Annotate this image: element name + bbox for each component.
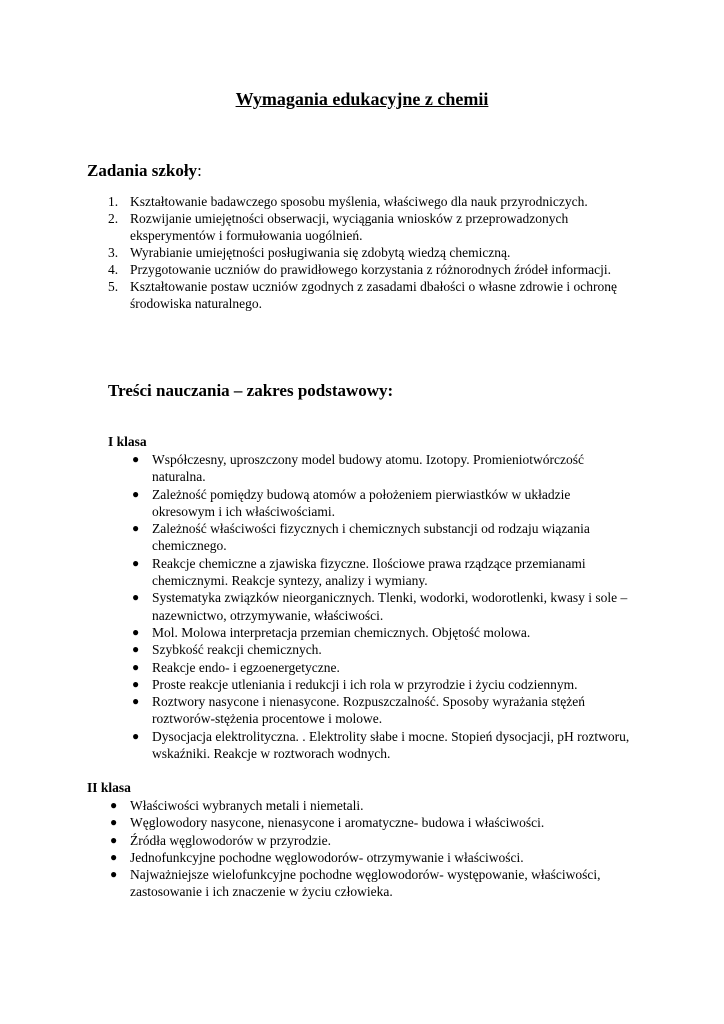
task-text: Wyrabianie umiejętności posługiwania się zdobytą wiedzą chemiczną. (130, 245, 511, 260)
task-item (108, 278, 648, 312)
task-item (108, 244, 648, 261)
list-item (132, 451, 632, 486)
class2-topics-list (110, 797, 610, 901)
bullet-icon: ● (132, 624, 140, 639)
tasks-heading-colon: : (197, 161, 202, 180)
topic-text: Mol. Molowa interpretacja przemian chemicznych. Objętość molowa. (152, 624, 531, 640)
tasks-list (108, 193, 648, 312)
list-item (132, 589, 632, 624)
bullet-icon: ● (132, 676, 140, 691)
task-text: Kształtowanie postaw uczniów zgodnych z zasadami dbałości o własne zdrowie i ochronę środowiska naturalnego. (130, 279, 617, 311)
bullet-icon: ● (110, 867, 118, 882)
bullet-icon: ● (132, 659, 140, 674)
topic-text: Roztwory nasycone i nienasycone. Rozpuszczalność. Sposoby wyrażania stężeń roztworów-stężenia procentowe i molowe. (152, 694, 585, 727)
topic-text: Zależność pomiędzy budową atomów a położeniem pierwiastków w układzie okresowym i ich właściwościami. (152, 486, 571, 519)
list-item (132, 520, 632, 555)
topic-text: Szybkość reakcji chemicznych. (152, 642, 322, 658)
topic-text: Reakcje chemiczne a zjawiska fizyczne. Ilościowe prawa rządzące przemianami chemicznymi. Reakcje syntezy, analizy i wymiany. (152, 555, 586, 589)
list-item (132, 641, 632, 658)
task-number: 2. (108, 211, 119, 226)
topic-text: Najważniejsze wielofunkcyjne pochodne węglowodorów- występowanie, właściwości, zastosowanie i ich znaczenie w życiu człowieka. (130, 867, 601, 900)
list-item (132, 555, 632, 590)
task-text: Rozwijanie umiejętności obserwacji, wyciągania wniosków z przeprowadzonych eksperymentów i formułowania uogólnień. (130, 211, 569, 243)
bullet-icon: ● (110, 832, 118, 847)
bullet-icon: ● (132, 521, 140, 536)
topic-text: Dysocjacja elektrolityczna. . Elektrolity słabe i mocne. Stopień dysocjacji, pH roztworu, wskaźniki. Reakcje w roztworach wodnych. (152, 728, 630, 762)
list-item (132, 676, 632, 693)
list-item (132, 728, 632, 763)
list-item (132, 659, 632, 676)
task-number: 5. (108, 279, 119, 294)
topic-text: Systematyka związków nieorganicznych. Tlenki, wodorki, wodorotlenki, kwasy i sole – nazewnictwo, otrzymywanie, właściwości. (152, 590, 628, 623)
task-text: Przygotowanie uczniów do prawidłowego korzystania z różnorodnych źródeł informacji. (130, 262, 611, 277)
topic-text: Proste reakcje utleniania i redukcji i ich rola w przyrodzie i życiu codziennym. (152, 676, 578, 692)
list-item (110, 814, 610, 831)
list-item (110, 849, 610, 866)
topic-text: Węglowodory nasycone, nienasycone i aromatyczne- budowa i właściwości. (130, 815, 545, 831)
class1-label: I klasa (108, 434, 147, 449)
bullet-icon: ● (132, 590, 140, 605)
bullet-icon: ● (132, 642, 140, 657)
task-item (108, 193, 648, 210)
task-number: 1. (108, 194, 119, 209)
topic-text: Właściwości wybranych metali i niemetali. (130, 798, 364, 813)
content-heading: Treści nauczania – zakres podstawowy: (108, 381, 394, 400)
document-title: Wymagania edukacyjne z chemii (235, 89, 489, 109)
bullet-icon: ● (132, 694, 140, 709)
task-number: 4. (108, 262, 119, 277)
list-item (132, 486, 632, 521)
topic-text: Reakcje endo- i egzoenergetyczne. (152, 659, 340, 675)
task-item (108, 261, 648, 278)
topic-text: Jednofunkcyjne pochodne węglowodorów- otrzymywanie i właściwości. (130, 849, 524, 865)
list-item (110, 797, 610, 814)
list-item (110, 832, 610, 849)
bullet-icon: ● (110, 798, 118, 812)
bullet-icon: ● (132, 555, 140, 570)
list-item (110, 866, 610, 901)
bullet-icon: ● (132, 452, 140, 466)
task-number: 3. (108, 245, 119, 260)
topic-text: Zależność właściwości fizycznych i chemicznych substancji od rodzaju wiązania chemicznego. (152, 521, 590, 554)
list-item (132, 693, 632, 728)
task-item (108, 210, 648, 244)
list-item (132, 624, 632, 641)
bullet-icon: ● (132, 486, 140, 501)
tasks-heading-text: Zadania szkoły (87, 161, 198, 180)
class1-topics-list (132, 451, 632, 762)
topic-text: Współczesny, uproszczony model budowy atomu. Izotopy. Promieniotwórczość naturalna. (152, 452, 585, 485)
tasks-heading (87, 160, 202, 181)
class2-label: II klasa (87, 780, 131, 795)
topic-text: Źródła węglowodorów w przyrodzie. (130, 832, 331, 848)
bullet-icon: ● (110, 849, 118, 864)
task-text: Kształtowanie badawczego sposobu myślenia, właściwego dla nauk przyrodniczych. (130, 194, 588, 209)
bullet-icon: ● (132, 728, 140, 743)
bullet-icon: ● (110, 815, 118, 830)
